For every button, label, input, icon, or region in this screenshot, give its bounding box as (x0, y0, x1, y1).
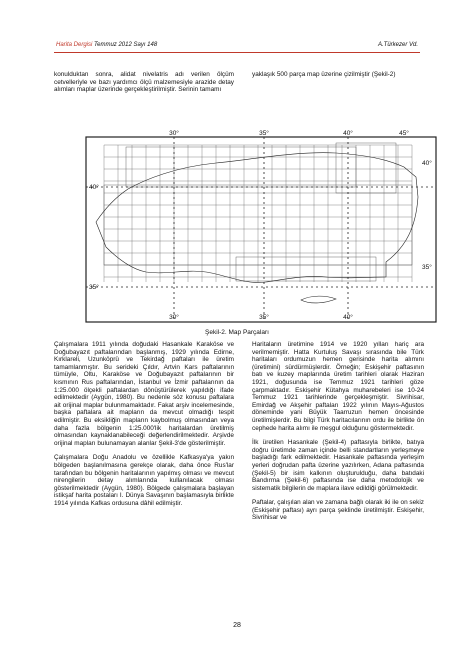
header-left (56, 42, 157, 48)
intro-left-paragraph: konulduktan sonra, alidat nivelatris adı verilen ölçüm cetvelleriyle ve bazı yardımcı ölçü malzemesiyle arazide detay alımları maplar üzerinde gerçekleştirilmiştir. Serinin tamamı (54, 71, 234, 94)
page-number: 28 (233, 622, 241, 629)
right-label: 35° (422, 264, 432, 271)
left-column (54, 341, 234, 514)
intro-right-text (252, 71, 424, 86)
intro-left-text (54, 71, 234, 101)
top-label: 45° (399, 130, 409, 137)
header-author: A.Türkezer Vd. (377, 42, 418, 48)
left-paragraph: Çalışmalara Doğu Anadolu ve özellikle Kafkasya'ya yakın bölgeden başlanılmasına gerekçe olarak, daha önce Rus'lar tarafından bu bölgenin haritalarının yapılmış olması ve mevcut nirengilerin detay alımlarında kullanılacak olması gösterilmektedir (Aygün, 1980). Bölgede çalışmalara başlayan istikşaf harita postaları I. Dünya Savaşının başlamasıyla birlikte 1914 yılında Kafkas ordusuna dâhil edilmiştir. (54, 454, 234, 507)
top-label: 30° (169, 130, 179, 137)
bottom-label: 40° (343, 314, 353, 321)
issue-info: Temmuz 2012 Sayı 148 (94, 42, 158, 48)
left-label: 40° (89, 184, 99, 191)
bottom-label: 35° (259, 314, 269, 321)
right-paragraph: Haritaların üretimine 1914 ve 1920 yılları hariç ara verilmemiştir. Hatta Kurtuluş Savaşı sırasında bile Türk haritaları ordumuzun hemen gerisinde harita alımını (üretimini) sürdürmüşlerdir. Örneğin; Eskişehir paftasının batı ve kuzey maplarında üretim tarihleri olarak Haziran 1921, doğusunda ise Temmuz 1921 tarihleri göze çarpmaktadır. Eskişehir Kütahya muharebeleri ise 10-24 Temmuz 1921 tarihlerinde gerçekleşmiştir. Sivrihisar, Emirdağ ve Akşehir paftaları 1922 yılının Mayıs-Ağustos döneminde yani Büyük Taarruzun hemen öncesinde üretilmişlerdir. Bu bilgi Türk haritacılarının ordu ile birlikte ön cephede harita alımı ile meşgul olduğunu göstermektedir. (252, 341, 424, 432)
right-column (252, 341, 424, 529)
left-label: 35° (89, 284, 99, 291)
page-header (54, 40, 420, 53)
left-paragraph: Çalışmalara 1911 yılında doğudaki Hasankale Karaköse ve Doğubayazıt paftalarından başlanmış, 1929 yılında Edirne, Kırklareli, Uzunköprü ve Tekirdağ paftaları ile üretim tamamlanmıştır. Bu serideki Çıldır, Artvin Kars paftalarının tümüyle, Oltu, Karaköse ve Doğubayazıt paftalarının bir kısmının Rus paftalarından, İstanbul ve İzmir paftalarının da 1:25.000 ölçekli paftalardan dönüştürülerek yapıldığı ifade edilmektedir (Aygün, 1980). Bu nedenle söz konusu paftalara ait orijinal maplar bulunmamaktadır. Fakat arşiv incelemesinde, başka paftalara ait mapların da mevcut olmadığı tespit edilmiştir. Bu eksikliğin mapların kaybolmuş olmasından veya daha fazla bölgenin 1:25.000'lik haritalardan üretilmiş olmasından kaynaklanabileceği değerlendirilmektedir. Arşivde orijinal mapları bulunamayan alanlar Şekil-3'de gösterilmiştir. (54, 341, 234, 447)
journal-name: Harita Dergisi (56, 42, 93, 48)
figure-caption: Şekil-2. Map Parçaları (205, 329, 269, 336)
top-label: 35° (259, 130, 269, 137)
right-paragraph: İlk üretilen Hasankale (Şekil-4) paftasıyla birlikte, batıya doğru üretimde zaman içinde belli standartların yerleşmeye başladığı fark edilmektedir. Hasankale paftasında yerleşim yerleri doğrudan pafta üzerine yazılırken, Adana paftasında (Şekil-5) bir isim kalkının oluşturulduğu, daha batıdaki Bandırma (Şekil-6) paftasında ise daha metodolojik ve sistematik bilgilerin de maplara ilave edildiği görülmektedir. (252, 439, 424, 492)
right-label: 40° (422, 160, 432, 167)
map-sheets-figure (86, 130, 436, 322)
bottom-label: 30° (169, 314, 179, 321)
right-paragraph: Paftalar, çalışılan alan ve zamana bağlı olarak iki ile on sekiz (Eskişehir paftası) ayrı parça şeklinde üretilmiştir. Eskişehir, Sivrihisar ve (252, 499, 424, 522)
top-label: 40° (343, 130, 353, 137)
intro-right-paragraph: yaklaşık 500 parça map üzerine çizilmiştir (Şekil-2) (252, 71, 396, 78)
